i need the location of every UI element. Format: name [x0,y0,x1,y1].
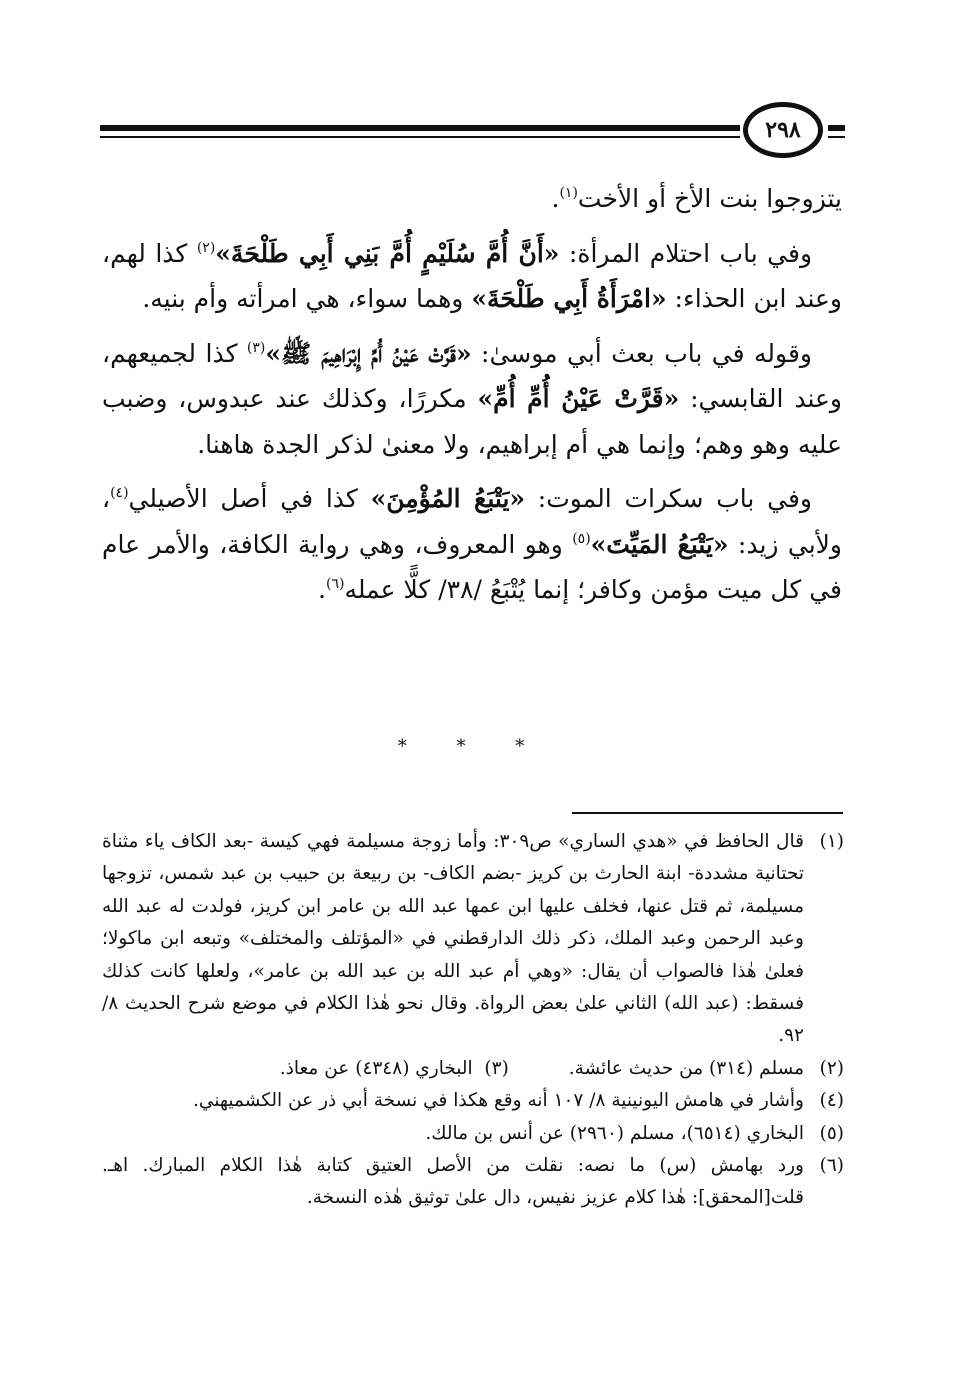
section-separator: * * * [397,736,547,757]
footnote-text: البخاري (٤٣٤٨) عن معاذ. [279,1057,473,1079]
footnote-ref-3[interactable]: (٣) [246,339,266,356]
p2-text-3: وهما سواء، هي امرأته وأم بنيه. [142,284,472,313]
p3-text-2: كذا لجميعهم، وعند القابسي: [102,338,842,413]
p4-quote-1: «يَتْبَعُ المُؤْمِنَ» [370,484,526,513]
footnote-rule [572,812,843,814]
footnote-number: (٣) [484,1057,509,1079]
footnote-number: (٥) [819,1122,844,1144]
p1-end: . [551,184,560,213]
footnote-4 [102,1085,844,1117]
footnote-1 [102,826,844,1053]
page-number: ٢٩٨ [743,102,823,158]
p4-end: . [318,575,326,604]
footnote-ref-6[interactable]: (٦) [325,576,345,592]
footnote-text: وأشار في هامش اليونينية ٨/ ١٠٧ أنه وقع هكذا في نسخة أبي ذر عن الكشميهني. [193,1090,804,1112]
footnote-3 [280,1053,509,1085]
p2-text-2: كذا لهم، وعند ابن الحذاء: [102,238,842,313]
main-text [102,176,842,622]
footnote-text: مسلم (٣١٤) من حديث عائشة. [568,1057,804,1079]
footnotes [102,826,844,1215]
footnote-ref-2[interactable]: (٢) [196,239,216,256]
p4-text-1: وفي باب سكرات الموت: [525,484,812,513]
footnote-number: (٦) [819,1155,844,1177]
footnote-6 [102,1150,844,1215]
footnote-text: البخاري (٦٥١٤)، مسلم (٢٩٦٠) عن أنس بن مالك. [425,1122,804,1144]
p4-quote-2: «يَتْبَعُ المَيِّتَ» [590,529,729,559]
footnote-ref-4[interactable]: (٤) [110,485,129,501]
footnote-ref-1[interactable]: (١) [559,185,578,201]
paragraph-4 [102,476,842,613]
footnote-ref-5[interactable]: (٥) [572,530,591,547]
header-rule-thin [100,136,740,138]
footnote-number: (٤) [819,1090,844,1112]
p3-quote-2: «قَرَّتْ عَيْنُ أُمِّ أُمِّ» [477,384,680,413]
p3-text-1: وقوله في باب بعث أبي موسىٰ: [471,338,812,368]
p3-quote-1: «قَرَّتْ عَيْنُ أُمِّ إِبْرَاهِيمَ ﷺ» [265,338,472,368]
paragraph-1 [102,176,842,222]
header-rule-right-thin [828,136,845,138]
p1-text: يتزوجوا بنت الأخ أو الأخت [577,184,842,213]
header-rule-thick [100,125,740,131]
footnote-number: (٢) [819,1057,844,1079]
footnote-number: (١) [819,831,844,852]
footnote-text: ورد بهامش (س) ما نصه: نقلت من الأصل العتيق كتابة هٰذا الكلام المبارك. اهـ. قلت[المحقق]: هٰذا كلام عزيز نفيس، دال علىٰ توثيق هٰذه النسخة. [102,1155,804,1209]
footnote-2-3 [102,1053,844,1085]
p4-text-2: كذا في أصل الأصيلي [128,484,371,513]
header-rule-right-thick [828,125,845,131]
paragraph-3 [102,331,842,468]
p4-text-4: وهو المعروف، وهي رواية الكافة، والأمر عام في كل ميت مؤمن وكافر؛ إنما يُتْبَعُ /٣٨/ كلًّا عمله [102,529,842,604]
p2-quote-1: «أَنَّ أُمَّ سُلَيْمٍ أُمَّ بَنِي أَبِي طَلْحَةَ» [215,238,560,268]
footnote-text: قال الحافظ في «هدي الساري» ص٣٠٩: وأما زوجة مسيلمة فهي كيسة -بعد الكاف ياء مثناة تحتانية مشددة- ابنة الحارث بن كريز -بضم الكاف- بن ربيعة بن حبيب بن عبد شمس، تزوجها مسيلمة، ثم قتل عنها، فخلف عليها ابن عمها عبد الله بن عامر ابن كريز، فولدت له عبد الله وعبد الرحمن وعبد الملك، ذكر ذلك الدارقطني في «المؤتلف والمختلف» وتبعه ابن ماكولا؛ فعلىٰ هٰذا فالصواب أن يقال: «وهي أم عبد الله بن عبد الله بن عامر»، ولعلها كانت كذلك فسقط: (عبد الله) الثاني علىٰ بعض الرواة. وقال نحو هٰذا الكلام في موضع شرح الحديث ٨/ ٩٢. [102,831,804,1047]
page-header [100,100,845,162]
p2-text-1: وفي باب احتلام المرأة: [559,238,813,268]
p2-quote-2: «امْرَأَةُ أَبِي طَلْحَةَ» [471,284,667,313]
paragraph-2 [102,231,842,322]
footnote-5 [102,1118,844,1150]
p4-text-3: ، ولأبي زيد: [102,484,842,559]
p3-text-3: مكررًا، وكذلك عند عبدوس، وضبب عليه وهو وهم؛ وإنما هي أم إبراهيم، ولا معنىٰ لذكر الجدة هاهنا. [102,384,842,459]
